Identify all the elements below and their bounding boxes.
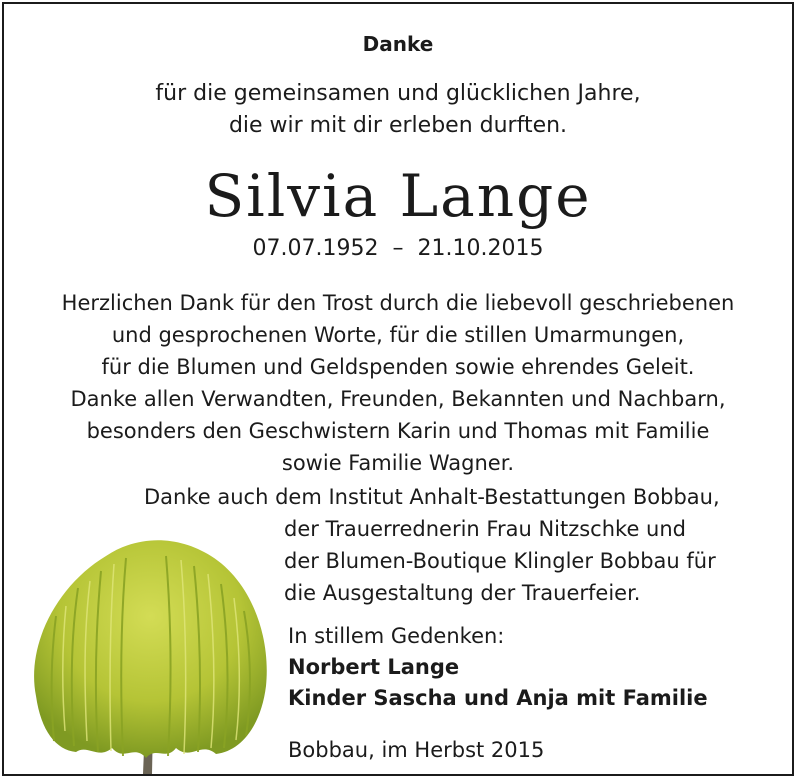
closing-block <box>288 621 708 766</box>
heading: Danke <box>362 32 434 56</box>
intro-line: die wir mit dir erleben durften. <box>228 113 568 138</box>
weeping-willow-tree-icon <box>16 526 276 774</box>
death-date: 21.10.2015 <box>417 236 544 261</box>
life-dates <box>4 235 792 263</box>
thanks-also-line: der Trauerrednerin Frau Nitzschke und <box>284 517 686 541</box>
thanks-also-line: der Blumen-Boutique Klingler Bobbau für <box>284 549 716 573</box>
thanks-line: sowie Familie Wagner. <box>281 451 515 475</box>
intro-line: für die gemeinsamen und glücklichen Jahre, <box>155 81 641 106</box>
thanks-paragraph <box>4 287 792 479</box>
intro-text <box>4 78 792 142</box>
thanks-also-line: Danke auch dem Institut Anhalt-Bestattungen Bobbau, <box>144 485 720 509</box>
thanks-line: besonders den Geschwistern Karin und Thomas mit Familie <box>86 419 710 443</box>
signature: Kinder Sascha und Anja mit Familie <box>288 686 708 710</box>
thanks-line: für die Blumen und Geldspenden sowie ehrendes Geleit. <box>101 355 695 379</box>
signature: Norbert Lange <box>288 655 460 679</box>
place-date: Bobbau, im Herbst 2015 <box>288 738 545 762</box>
thanks-line: und gesprochenen Worte, für die stillen Umarmungen, <box>111 323 685 347</box>
thanks-also-line: die Ausgestaltung der Trauerfeier. <box>284 581 641 605</box>
obituary-notice <box>2 2 794 776</box>
birth-date: 07.07.1952 <box>252 236 379 261</box>
thanks-line: Danke allen Verwandten, Freunden, Bekannten und Nachbarn, <box>70 387 726 411</box>
thanks-line: Herzlichen Dank für den Trost durch die liebevoll geschriebenen <box>61 291 735 315</box>
date-separator: – <box>392 236 404 261</box>
remembrance-line: In stillem Gedenken: <box>288 624 505 648</box>
deceased-name: Silvia Lange <box>204 162 592 230</box>
